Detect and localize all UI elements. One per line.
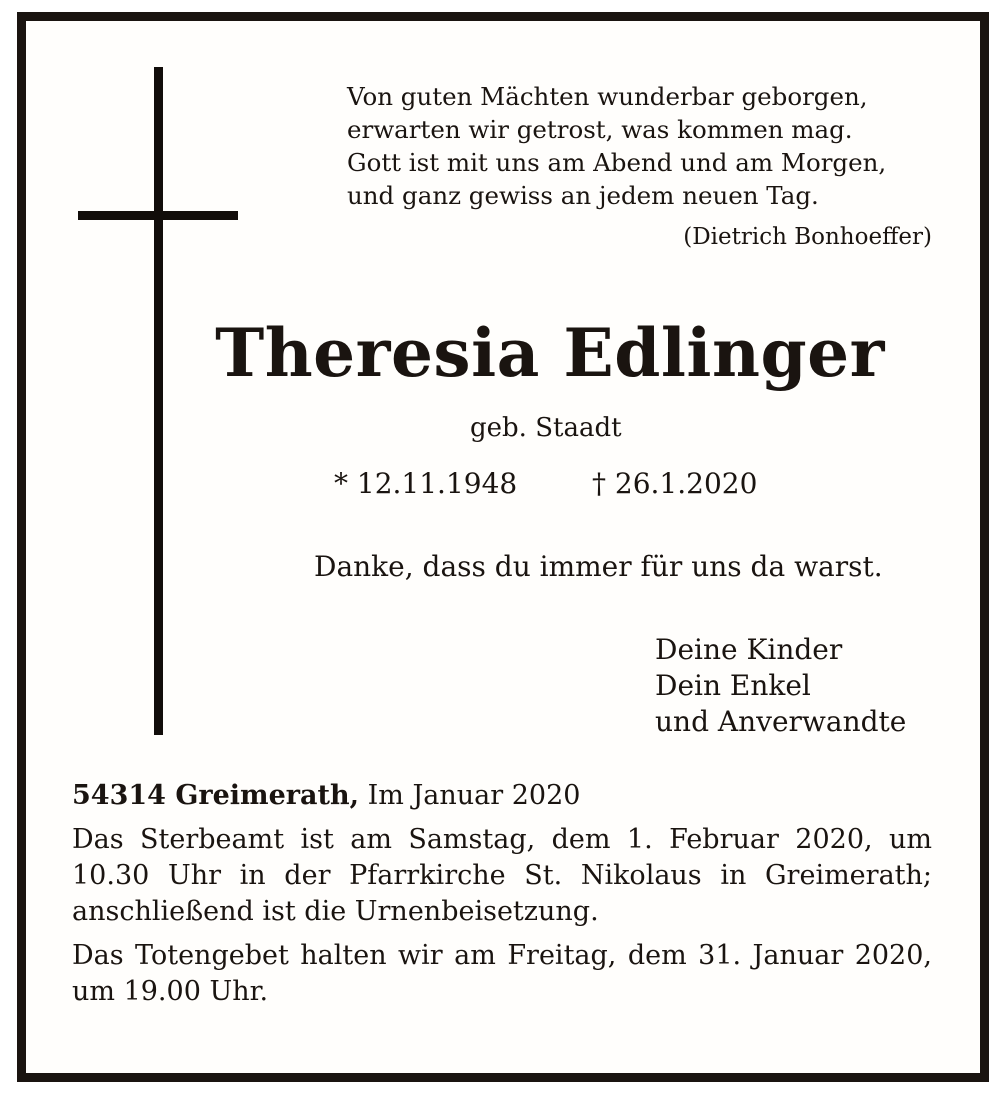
poem-line: erwarten wir getrost, was kommen mag.	[347, 115, 853, 144]
thanks-line: Danke, dass du immer für uns da warst.	[314, 550, 883, 583]
poem-line: und ganz gewiss an jedem neuen Tag.	[347, 181, 819, 210]
date: Im Januar 2020	[359, 780, 581, 811]
deceased-name: Theresia Edlinger	[215, 314, 885, 392]
footer	[72, 778, 932, 1018]
cross-icon	[154, 67, 163, 735]
birth-date: * 12.11.1948	[334, 467, 518, 500]
mourner: Deine Kinder	[655, 633, 843, 666]
maiden-name: geb. Staadt	[470, 413, 622, 443]
poem-author: (Dietrich Bonhoeffer)	[683, 224, 932, 250]
mourner: Dein Enkel	[655, 669, 811, 702]
poem-line: Gott ist mit uns am Abend und am Morgen,	[347, 148, 887, 177]
mourners-list	[655, 632, 906, 740]
death-date: † 26.1.2020	[592, 467, 758, 500]
prayer-info: Das Totengebet halten wir am Freitag, dem 31. Januar 2020, um 19.00 Uhr.	[72, 940, 932, 1007]
poem	[347, 80, 947, 212]
cross-icon-beam	[78, 211, 238, 220]
place-date-line	[72, 778, 932, 814]
place: 54314 Greimerath,	[72, 780, 360, 811]
mourner: und Anverwandte	[655, 705, 907, 738]
poem-line: Von guten Mächten wunderbar geborgen,	[347, 82, 868, 111]
service-info: Das Sterbeamt ist am Samstag, dem 1. Februar 2020, um 10.30 Uhr in der Pfarrkirche St. Nikolaus in Greimerath; anschließend ist die Urnenbeisetzung.	[72, 824, 932, 927]
